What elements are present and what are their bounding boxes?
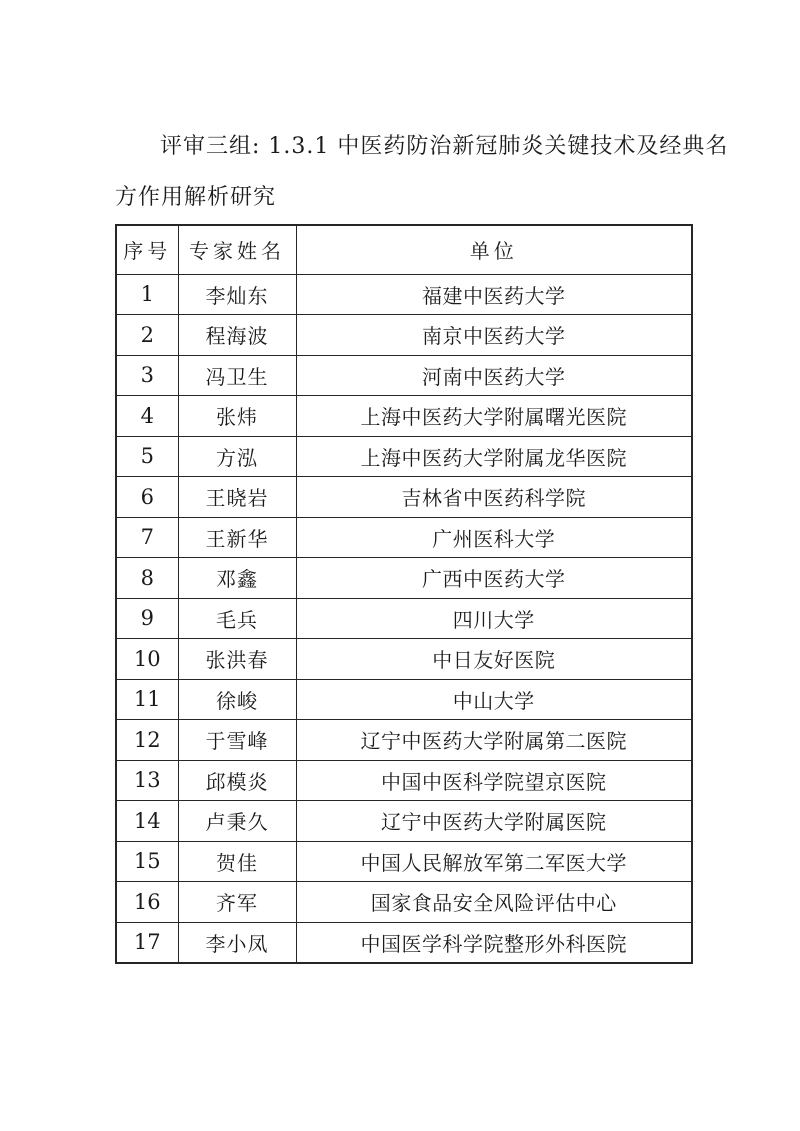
- cell-organization: 河南中医药大学: [296, 355, 692, 396]
- table-row: [116, 558, 692, 599]
- cell-organization: 上海中医药大学附属曙光医院: [296, 396, 692, 437]
- cell-expert-name: 齐军: [178, 882, 296, 923]
- cell-expert-name: 程海波: [178, 315, 296, 356]
- table-row: [116, 396, 692, 437]
- document-title: [115, 121, 729, 223]
- cell-expert-name: 徐峻: [178, 679, 296, 720]
- cell-organization: 中日友好医院: [296, 639, 692, 680]
- cell-organization: 吉林省中医药科学院: [296, 477, 692, 518]
- expert-table: [115, 224, 693, 964]
- table-row: [116, 477, 692, 518]
- cell-organization: 中国人民解放军第二军医大学: [296, 841, 692, 882]
- cell-serial-number: 13: [116, 760, 178, 801]
- cell-organization: 福建中医药大学: [296, 274, 692, 315]
- table-row: [116, 436, 692, 477]
- cell-organization: 中国中医科学院望京医院: [296, 760, 692, 801]
- cell-serial-number: 2: [116, 315, 178, 356]
- cell-serial-number: 11: [116, 679, 178, 720]
- cell-expert-name: 毛兵: [178, 598, 296, 639]
- cell-organization: 南京中医药大学: [296, 315, 692, 356]
- table-row: [116, 882, 692, 923]
- cell-serial-number: 9: [116, 598, 178, 639]
- table-row: [116, 801, 692, 842]
- cell-expert-name: 贺佳: [178, 841, 296, 882]
- table-row: [116, 639, 692, 680]
- cell-expert-name: 冯卫生: [178, 355, 296, 396]
- cell-organization: 广州医科大学: [296, 517, 692, 558]
- cell-serial-number: 1: [116, 274, 178, 315]
- cell-serial-number: 5: [116, 436, 178, 477]
- cell-expert-name: 邓鑫: [178, 558, 296, 599]
- cell-expert-name: 王晓岩: [178, 477, 296, 518]
- cell-expert-name: 卢秉久: [178, 801, 296, 842]
- table-header-row: [116, 225, 692, 274]
- cell-expert-name: 李小凤: [178, 922, 296, 963]
- table-row: [116, 760, 692, 801]
- table-row: [116, 720, 692, 761]
- cell-serial-number: 14: [116, 801, 178, 842]
- table-row: [116, 355, 692, 396]
- cell-serial-number: 8: [116, 558, 178, 599]
- table-row: [116, 841, 692, 882]
- expert-table-body: [116, 274, 692, 963]
- cell-expert-name: 张炜: [178, 396, 296, 437]
- table-row: [116, 679, 692, 720]
- cell-organization: 国家食品安全风险评估中心: [296, 882, 692, 923]
- cell-organization: 辽宁中医药大学附属第二医院: [296, 720, 692, 761]
- cell-serial-number: 12: [116, 720, 178, 761]
- cell-organization: 四川大学: [296, 598, 692, 639]
- cell-organization: 广西中医药大学: [296, 558, 692, 599]
- cell-serial-number: 17: [116, 922, 178, 963]
- cell-expert-name: 李灿东: [178, 274, 296, 315]
- cell-organization: 中国医学科学院整形外科医院: [296, 922, 692, 963]
- cell-serial-number: 10: [116, 639, 178, 680]
- cell-organization: 中山大学: [296, 679, 692, 720]
- cell-serial-number: 7: [116, 517, 178, 558]
- title-line-2: 方作用解析研究: [115, 185, 277, 210]
- cell-organization: 辽宁中医药大学附属医院: [296, 801, 692, 842]
- cell-serial-number: 6: [116, 477, 178, 518]
- header-serial-number: 序号: [116, 225, 178, 274]
- title-line-1: 评审三组: 1.3.1 中医药防治新冠肺炎关键技术及经典名: [160, 134, 729, 159]
- table-row: [116, 315, 692, 356]
- cell-serial-number: 15: [116, 841, 178, 882]
- cell-serial-number: 16: [116, 882, 178, 923]
- cell-organization: 上海中医药大学附属龙华医院: [296, 436, 692, 477]
- cell-expert-name: 张洪春: [178, 639, 296, 680]
- table-row: [116, 274, 692, 315]
- cell-serial-number: 3: [116, 355, 178, 396]
- cell-expert-name: 邱模炎: [178, 760, 296, 801]
- cell-expert-name: 于雪峰: [178, 720, 296, 761]
- table-row: [116, 517, 692, 558]
- cell-expert-name: 方泓: [178, 436, 296, 477]
- table-row: [116, 598, 692, 639]
- header-expert-name: 专家姓名: [178, 225, 296, 274]
- cell-expert-name: 王新华: [178, 517, 296, 558]
- cell-serial-number: 4: [116, 396, 178, 437]
- table-row: [116, 922, 692, 963]
- header-organization: 单位: [296, 225, 692, 274]
